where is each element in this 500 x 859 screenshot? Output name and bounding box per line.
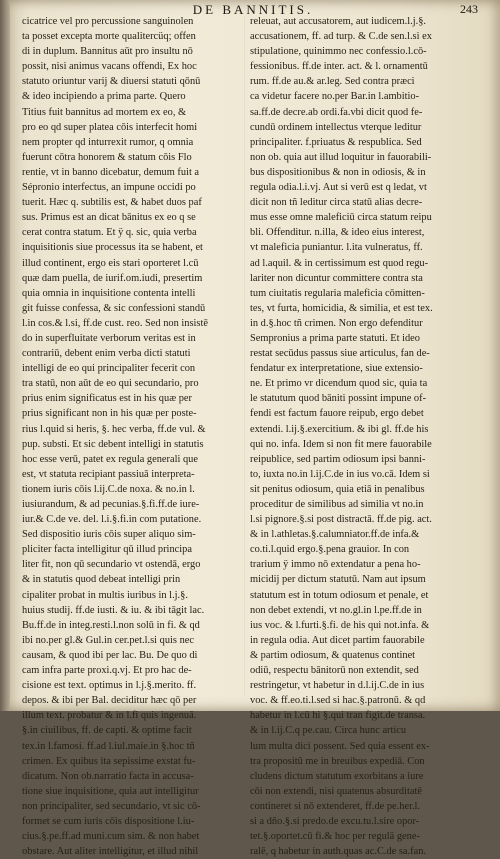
text-line: contrariū, debent enim verba dicti statuti: [22, 348, 191, 360]
text-line: cipaliter probat in multis iuribus in l.j.§.: [22, 589, 188, 601]
text-line: fuerunt cōtra honorem & statum cōis Flo: [22, 151, 192, 163]
text-line: pliciter facta intelligitur qū illud principa: [22, 544, 192, 556]
text-line: Titius fuit bannitus ad mortem ex eo, &: [22, 106, 187, 118]
text-line: odiū, respectu bānitorū non extendit, sed: [250, 665, 419, 677]
text-line: contineret si nō extenderet, ff.de pe.her.l.: [250, 800, 421, 812]
text-line: prius enim significatus est in his quæ per: [22, 393, 192, 405]
text-line: depos. & ibi per Bal. deciditur hæc qō per: [22, 695, 197, 707]
text-line: liter fit, non qū secundario vt ostendā, ergo: [22, 559, 201, 571]
text-line: illum text. probatur & in l.fi quis ingenuā.: [22, 710, 197, 722]
text-line: restat secūdus passus siue articulus, fan de-: [250, 348, 430, 360]
text-line: cam infra parte proxi.q.vj. Et pro hac de-: [22, 665, 192, 677]
text-line: ca videtur facere no.per Bar.in l.ambitio-: [250, 91, 420, 103]
text-line: extendi. l.ij.§.exercitium. & ibi gl. ff.de his: [250, 423, 429, 435]
text-line: ius voc. & l.furti.§.fi. de his qui not.infa. &: [250, 619, 430, 631]
text-line: principaliter. f.priuatus & respublica. Sed: [250, 136, 422, 148]
text-line: & in l.athletas.§.calumniator.ff.de infa.&: [250, 529, 420, 541]
text-line: tum ciuitatis regularia maleficia cōmitten-: [250, 287, 425, 299]
text-line: ad l.aquil. & in certissimum est quod regu-: [250, 257, 429, 269]
text-line: l.si pignore.§.si post distractā. ff.de pig. act.: [250, 514, 432, 526]
text-line: & ideo incipiendo a prima parte. Quero: [22, 91, 186, 103]
text-line: causam, & quod ibi per lac. Bu. De quo di: [22, 649, 198, 661]
text-column-left: [22, 14, 240, 859]
text-line: prius significant non in his quæ per poste-: [22, 408, 197, 420]
text-line: rius l.quid si heris, §. hec verba, ff.de vul. &: [22, 423, 206, 435]
text-line: non principaliter, sed secundario, vt sic cō-: [22, 800, 201, 812]
text-line: tes, vt furta, homicidia, & similia, et est tex.: [250, 302, 433, 314]
text-line: git fuisse confessa, & sic confessioni standū: [22, 302, 206, 314]
text-line: obstare. Aut aliter intelligitur, et illud nihil: [22, 846, 199, 858]
text-line: tione siue inquisitione, quia aut intelligitur: [22, 785, 199, 797]
text-column-right: [250, 14, 468, 859]
text-line: formet se cum iuris cōis dispositione l.iu-: [22, 815, 195, 827]
text-line: sus. Primus est an dicat bānitus ex eo q se: [22, 212, 196, 224]
text-line: quæ dam puella, de iurif.om.iudi, presertim: [22, 272, 203, 284]
text-line: releuat, aut accusatorem, aut iudicem.l.j.§.: [250, 16, 426, 27]
text-line: regula odia.l.i.vj. Aut si verū est q ledat, vt: [250, 182, 427, 194]
text-line: si a dño.§.si predo.de excu.tu.l.sire opor-: [250, 815, 420, 827]
text-line: non debet extendi, vt no.gl.in l.pe.ff.de in: [250, 604, 422, 616]
text-line: cundū ordinem intellectus vterque leditur: [250, 121, 422, 133]
text-line: Sépronio interfectus, an impune occidi po: [22, 182, 196, 194]
text-line: cicatrice vel pro percussione sanguinolen: [22, 16, 194, 27]
text-line: intelligi de eo qui principaliter fecerit con: [22, 363, 196, 375]
text-line: sit penitus odiosum, quia etiā in penalibus: [250, 483, 425, 495]
text-line: le statutum quod bāniti possint impune of-: [250, 393, 427, 405]
text-line: ralē, q habetur in auth.quas ac.C.de sa.fan.: [250, 846, 426, 858]
text-line: habetur in l.cū hi §.qui tran figit.de transa.: [250, 710, 426, 722]
text-line: stipulatione, quinimmo nec confessio.l.cō-: [250, 46, 427, 58]
text-line: accusationem, ff. ad turp. & C.de sen.l.si ex: [250, 31, 432, 43]
text-line: Sed dispositio iuris cōis super aliquo sim-: [22, 529, 196, 541]
text-line: hoc esse verū, patet ex regula generali que: [22, 453, 198, 465]
text-line: proceditur de similibus ad similia vt no.in: [250, 499, 424, 510]
text-line: ta posset excepta morte qualitercüq; offen: [22, 31, 196, 43]
text-line: in d.§.hoc tñ crimen. Non ergo defenditur: [250, 317, 423, 329]
text-line: non ob. quia aut illud loquitur in fauorabili-: [250, 151, 432, 163]
text-line: rum. ff.de au.& ar.leg. Sed contra præci: [250, 76, 415, 88]
text-line: tionem iuris cōis l.ij.C.de noxa. & no.in l.: [22, 483, 195, 495]
text-line: tuerit. Hæc q. subtilis est, & habet duos paf: [22, 197, 202, 209]
column-gutter: [244, 16, 245, 696]
text-line: & in statutis quod debeat intelligi prin: [22, 574, 181, 586]
text-line: bli. Offenditur. n.illa, & ideo eius interest,: [250, 227, 425, 239]
text-line: cludens dictum statutum exorbitans a iure: [250, 770, 424, 782]
text-line: qui no. infa. Idem si non fit mere fauorabile: [250, 438, 432, 450]
text-line: iur.& C.de ve. del. l.i.§.fi.in com putatione.: [22, 514, 202, 526]
folio-number: 243: [460, 2, 478, 16]
text-line: fessionibus. ff.de inter. act. & l. ornamentū: [250, 61, 428, 73]
text-line: tra statū, non aūt de eo qui secundario, pro: [22, 378, 199, 390]
text-line: di in duplum. Bannitus aūt pro insultu nō: [22, 46, 193, 58]
text-line: cius.§.pe.ff.ad muni.cum sim. & non habet: [22, 831, 200, 843]
text-line: Sempronius a prima parte statuti. Et ideo: [250, 332, 420, 344]
text-line: ibi no.per gl.& Gul.in cer.pet.l.si quis nec: [22, 634, 194, 646]
text-line: co.ti.l.quid ergo.§.pena grauior. In con: [250, 544, 410, 556]
text-line: mus esse omne maleficiū circa statum reipu: [250, 212, 432, 224]
text-line: tra propositū me in breuibus expediā. Con: [250, 755, 425, 767]
text-line: dicit non tñ leditur circa statū alias decre-: [250, 197, 423, 209]
text-line: restringetur, vt habetur in d.l.ij.C.de in ius: [250, 680, 425, 692]
running-title: DE BANNITIS.: [192, 2, 314, 17]
text-line: tet.§.oportet.cū fi.& hoc per regulā gene-: [250, 831, 420, 843]
text-line: cōi non extendi, nisi quatenus absurditatē: [250, 785, 422, 797]
text-line: & partim odiosum, & quatenus continet: [250, 649, 416, 661]
text-line: & in l.ij.C.q pe.cau. Circa hunc articu: [250, 725, 407, 737]
text-line: §.in ciuilibus, ff. de capti. & optime facit: [22, 725, 192, 737]
text-line: inquisitionis siue processus ita se habent, et: [22, 242, 203, 254]
text-line: statuto oriuntur varij & diuersi statuti qōnū: [22, 76, 201, 88]
text-line: statutum est in totum odiosum et penale, et: [250, 589, 429, 601]
text-line: crimen. Ex quibus ita sepissime exstat fu-: [22, 755, 196, 767]
text-line: do in superfluitate verborum veritas est in: [22, 332, 196, 344]
text-line: cerat contra statum. Et ÿ q. sic, quia verba: [22, 227, 197, 239]
text-line: voc. & ff.eo.ti.l.sed si hac.§.patronū. & qd: [250, 695, 426, 707]
text-line: cisione est text. optimus in l.j.§.merito. ff.: [22, 680, 197, 692]
text-line: lariter non dicuntur committere contra sta: [250, 272, 423, 284]
text-line: tex.in l.famosi. ff.ad l.iul.maie.in §.hoc tñ: [22, 740, 195, 752]
text-line: in regula odia. Aut dicet partim fauorabile: [250, 634, 425, 646]
text-line: to, iuxta no.in l.ij.C.de in ius vo.cā. Idem si: [250, 468, 430, 480]
text-line: bus dispositionibus & non in odiosis, & in: [250, 166, 426, 178]
text-line: possit, nisi animus vacans offendi, Ex hoc: [22, 61, 197, 73]
text-line: est, vt statuta recipiant passiuā interpreta-: [22, 468, 195, 480]
text-line: iusiurandum, & ad pecunias.§.fi.ff.de iure-: [22, 499, 200, 510]
text-line: huius studij. ff.de iusti. & iu. & ibi tāgit lac.: [22, 604, 205, 616]
text-line: micidij per dictum statutū. Nam aut ipsum: [250, 574, 426, 586]
text-line: pup. substi. Et sic debent intelligi in statutis: [22, 438, 204, 450]
text-line: ne. Et primo vr dicendum quod sic, quia ta: [250, 378, 428, 390]
text-line: Bu.ff.de in integ.resti.l.non solū in fi. & qd: [22, 619, 200, 631]
text-line: dicatum. Non ob.narratio facta in accusa-: [22, 770, 194, 782]
book-binding-shadow: [0, 0, 10, 711]
text-line: rentie, vt in banno dicebatur, demum fuit a: [22, 166, 200, 178]
text-line: quia omnia in inquisitione contenta intelli: [22, 287, 196, 299]
text-line: reipublice, sed partim odiosum ipsi banni-: [250, 453, 426, 465]
text-line: sa.ff.de decre.ab ordi.fa.vbi dicit quod fe-: [250, 106, 423, 118]
text-line: fendatur ex interpretatione, siue extensio-: [250, 363, 423, 375]
text-line: l.in cos.& l.si, ff.de cust. reo. Sed non insistē: [22, 317, 208, 329]
text-line: pro eo qd super platea cōis interfecit homi: [22, 121, 198, 133]
text-line: fendi est factum fauore reipub, ergo debet: [250, 408, 424, 420]
text-line: trarium ÿ immo nō extendatur a pena ho-: [250, 559, 421, 571]
text-line: nem propter qd inturrexit rumor, q omnia: [22, 136, 194, 148]
text-line: lum multa dici possent. Sed quia essent ex-: [250, 740, 430, 752]
text-line: vt maleficia puniantur. l.ita vulneratus, ff.: [250, 242, 423, 254]
text-line: illud continent, ergo eis stari oporteret l.cū: [22, 257, 199, 269]
